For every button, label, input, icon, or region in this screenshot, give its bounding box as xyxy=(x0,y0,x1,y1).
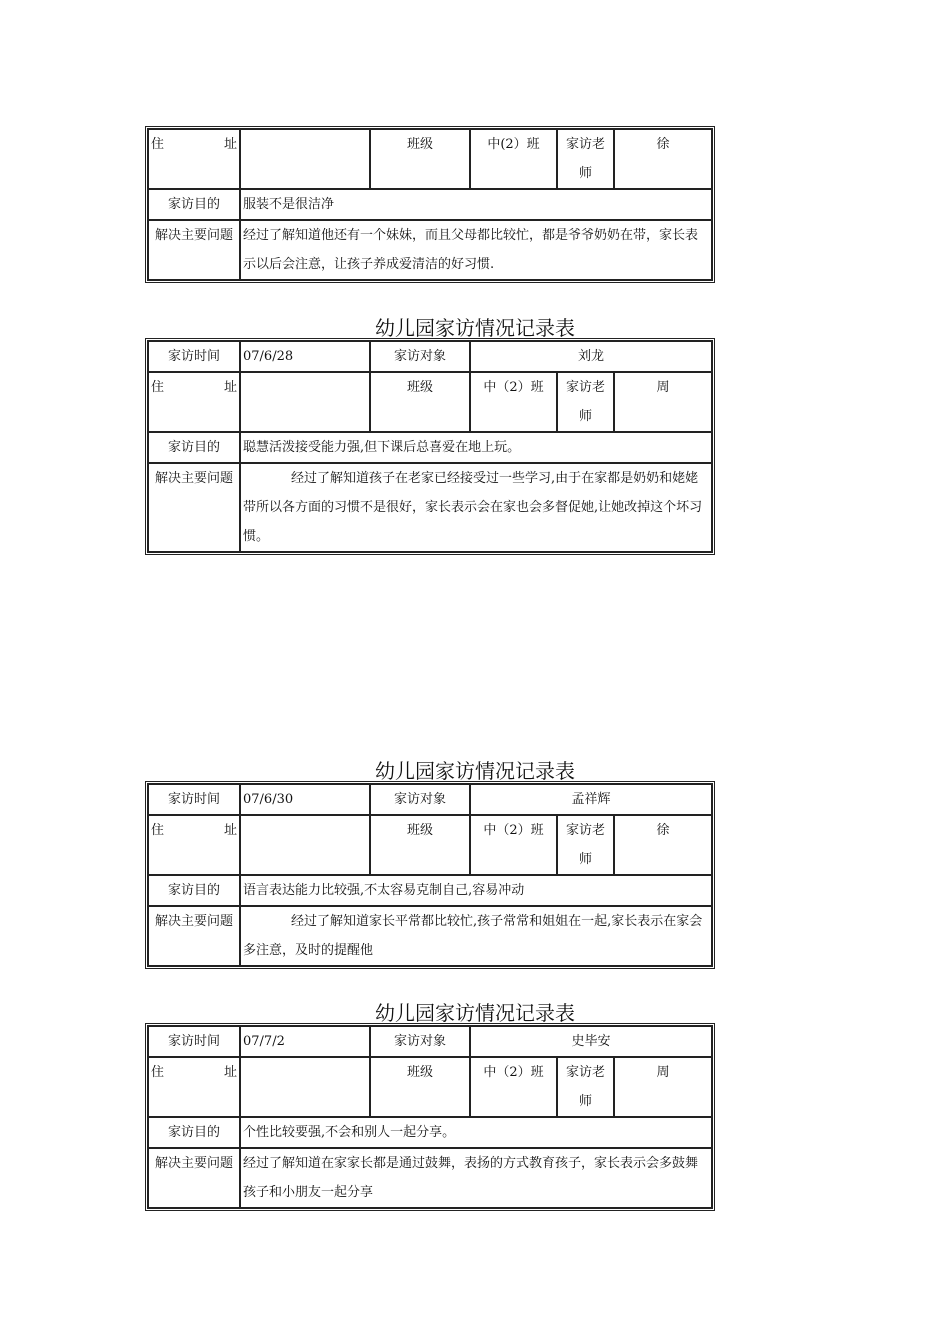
class-label: 班级 xyxy=(370,815,470,875)
solve-label: 解决主要问题 xyxy=(148,463,240,552)
target-label: 家访对象 xyxy=(370,784,470,815)
purpose-value: 聪慧活泼接受能力强,但下课后总喜爱在地上玩。 xyxy=(240,432,712,463)
teacher-value: 周 xyxy=(614,372,712,432)
solve-label: 解决主要问题 xyxy=(148,1148,240,1208)
record-title-2: 幼儿园家访情况记录表 xyxy=(375,316,575,340)
address-label: 住 址 xyxy=(148,372,240,432)
class-label: 班级 xyxy=(370,1057,470,1117)
time-label: 家访时间 xyxy=(148,784,240,815)
address-value xyxy=(240,129,370,189)
address-label: 住 址 xyxy=(148,129,240,189)
record-table-3 xyxy=(145,781,715,969)
address-value xyxy=(240,815,370,875)
target-label: 家访对象 xyxy=(370,1026,470,1057)
time-value: 07/7/2 xyxy=(240,1026,370,1057)
teacher-value: 徐 xyxy=(614,815,712,875)
target-label: 家访对象 xyxy=(370,341,470,372)
solve-label: 解决主要问题 xyxy=(148,906,240,966)
solution-value: 经过了解知道在家家长都是通过鼓舞，表扬的方式教育孩子，家长表示会多鼓舞孩子和小朋友一起分享 xyxy=(240,1148,712,1208)
solution-value: 经过了解知道孩子在老家已经接受过一些学习,由于在家都是奶奶和姥姥带所以各方面的习惯不是很好，家长表示会在家也会多督促她,让她改掉这个坏习惯。 xyxy=(240,463,712,552)
teacher-label: 家访老师 xyxy=(557,1057,614,1117)
purpose-label: 家访目的 xyxy=(148,189,240,220)
address-value xyxy=(240,372,370,432)
purpose-label: 家访目的 xyxy=(148,1117,240,1148)
time-label: 家访时间 xyxy=(148,1026,240,1057)
class-value: 中（2）班 xyxy=(470,1057,557,1117)
purpose-value: 个性比较要强,不会和别人一起分享。 xyxy=(240,1117,712,1148)
class-label: 班级 xyxy=(370,129,470,189)
address-label: 住 址 xyxy=(148,1057,240,1117)
time-value: 07/6/28 xyxy=(240,341,370,372)
solution-value: 经过了解知道家长平常都比较忙,孩子常常和姐姐在一起,家长表示在家会多注意，及时的提醒他 xyxy=(240,906,712,966)
class-label: 班级 xyxy=(370,372,470,432)
class-value: 中(2）班 xyxy=(470,129,557,189)
teacher-label: 家访老师 xyxy=(557,129,614,189)
target-value: 刘龙 xyxy=(470,341,712,372)
purpose-label: 家访目的 xyxy=(148,875,240,906)
target-value: 史毕安 xyxy=(470,1026,712,1057)
purpose-value: 语言表达能力比较强,不太容易克制自己,容易冲动 xyxy=(240,875,712,906)
teacher-value: 周 xyxy=(614,1057,712,1117)
teacher-label: 家访老师 xyxy=(557,372,614,432)
class-value: 中（2）班 xyxy=(470,815,557,875)
teacher-label: 家访老师 xyxy=(557,815,614,875)
record-table-4 xyxy=(145,1023,715,1211)
teacher-value: 徐 xyxy=(614,129,712,189)
record-table-2 xyxy=(145,338,715,555)
record-title-4: 幼儿园家访情况记录表 xyxy=(375,1001,575,1025)
purpose-value: 服装不是很洁净 xyxy=(240,189,712,220)
time-label: 家访时间 xyxy=(148,341,240,372)
time-value: 07/6/30 xyxy=(240,784,370,815)
address-value xyxy=(240,1057,370,1117)
record-title-3: 幼儿园家访情况记录表 xyxy=(375,759,575,783)
purpose-label: 家访目的 xyxy=(148,432,240,463)
solution-value: 经过了解知道他还有一个妹妹，而且父母都比较忙，都是爷爷奶奶在带，家长表示以后会注意，让孩子养成爱清洁的好习惯. xyxy=(240,220,712,280)
record-table-1 xyxy=(145,126,715,283)
address-label: 住 址 xyxy=(148,815,240,875)
solve-label: 解决主要问题 xyxy=(148,220,240,280)
class-value: 中（2）班 xyxy=(470,372,557,432)
target-value: 孟祥辉 xyxy=(470,784,712,815)
